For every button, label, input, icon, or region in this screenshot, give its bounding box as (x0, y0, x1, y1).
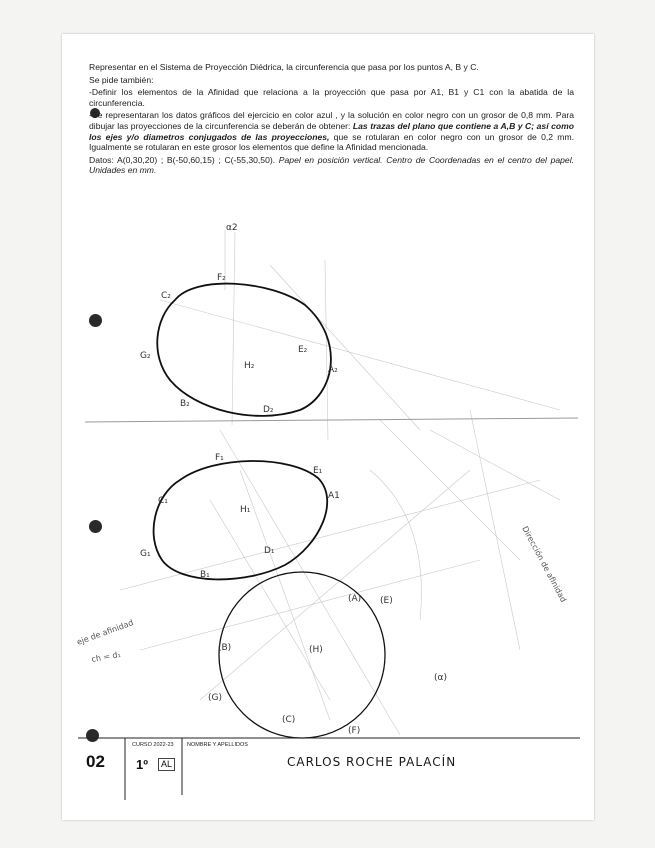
label-pH: (H) (309, 645, 323, 655)
affinity-axis-equation: ch = d₁ (90, 649, 122, 664)
label-G1: G₁ (140, 549, 151, 559)
label-pC: (C) (282, 715, 296, 725)
label-C2: C₂ (161, 291, 171, 301)
label-alpha2: α2 (226, 223, 238, 233)
label-F1: F₁ (215, 453, 224, 463)
sheet-number: 02 (86, 752, 105, 771)
label-G2: G₂ (140, 351, 151, 361)
label-A1: A1 (328, 491, 340, 501)
statement-line-2: Se pide también: (89, 74, 154, 85)
label-pG: (G) (208, 693, 222, 703)
label-E1: E₁ (313, 466, 323, 476)
datos-notes: Papel en posición vertical. Centro de Coordenadas en el centro del papel. Unidades en mm. (89, 154, 574, 176)
statement-item-1: -Definir los elementos de la Afinidad que relaciona a la proyección que pasa por A1, B1 y C1 con la abatida de la circunferencia. (89, 87, 574, 108)
label-H1: H₁ (240, 505, 251, 515)
group-value: AL (158, 758, 175, 771)
statement-item-2-a: -Se representaran los datos gráficos del ejercicio en color azul , y la solución en color negro con un grosor de 0,8 mm. Para dibujar las proyecciones de la circunferencia se deberán de obtener: (89, 110, 574, 131)
horizontal-projection-ellipse (154, 461, 328, 579)
affinity-axis-note: eje de afinidad (75, 618, 135, 647)
construction-lines (120, 230, 560, 735)
label-E2: E₂ (298, 345, 308, 355)
statement-item-2-b: Las trazas del plano que contiene a A,B y C; así como los ejes y/o diametros conjugados de las proyecciones, (89, 120, 574, 142)
label-pF: (F) (348, 726, 361, 736)
label-H2: H₂ (244, 361, 255, 371)
label-pAlpha: (α) (434, 673, 447, 683)
label-F2: F₂ (217, 273, 226, 283)
course-label: CURSO 2022-23 (132, 742, 174, 748)
statement-item-2-c: que se rotularan en color negro con un grosor de 0,2 mm. Igualmente se rotularan en este grosor los elementos que define la Afinidad mencionada. (89, 131, 574, 153)
label-pB: (B) (218, 643, 232, 653)
label-D1: D₁ (264, 546, 275, 556)
affinity-direction-note: Dirección de afinidad (520, 524, 568, 604)
student-name: CARLOS ROCHE PALACÍN (287, 755, 457, 769)
label-pE: (E) (380, 596, 393, 606)
statement-line-1: Representar en el Sistema de Proyección Diédrica, la circunferencia que pasa por los puntos A, B y C. (89, 62, 479, 72)
label-pA: (A) (348, 594, 362, 604)
datos-values: Datos: A(0,30,20) ; B(-50,60,15) ; C(-55,30,50). (89, 154, 279, 165)
label-B2: B₂ (180, 399, 190, 409)
label-C1: C₁ (158, 496, 168, 506)
label-A2: A₂ (328, 365, 338, 375)
course-value: 1º (136, 757, 148, 772)
label-D2: D₂ (263, 405, 274, 415)
name-label: NOMBRE Y APELLIDOS (187, 742, 248, 748)
label-B1: B₁ (200, 570, 210, 580)
ground-line (85, 418, 578, 422)
